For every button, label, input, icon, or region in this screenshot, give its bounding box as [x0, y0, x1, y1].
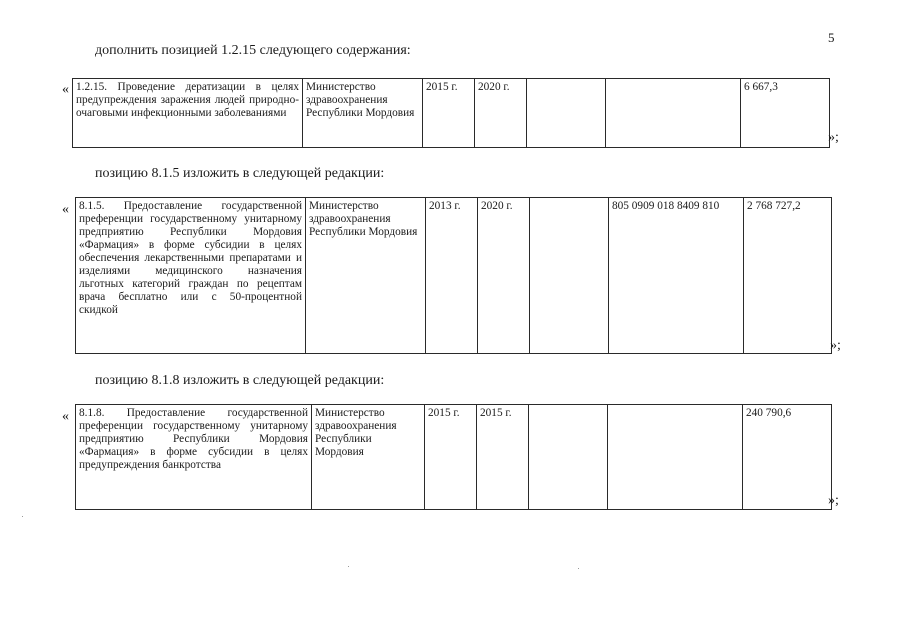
table-row [75, 404, 832, 510]
amount-cell: 6 667,3 [741, 79, 830, 148]
open-quote: « [62, 409, 69, 424]
table-row [72, 78, 830, 148]
year-end-cell: 2015 г. [477, 405, 529, 510]
scan-speck [22, 516, 23, 517]
kbk-cell [608, 405, 743, 510]
close-quote: »; [830, 338, 841, 353]
ministry-cell: Министерство здравоохранения Республики Мордовия [306, 198, 426, 354]
position-description: 8.1.5. Предоставление государственной преференции государственному унитарному предприятию Республики Мордовия «Фармация» в форме субсидии в целях обеспечения лекарственными препаратами и изделиями медицинского назначения льготных категорий граждан по рецептам врача бесплатно или с 50-процентной скидкой [76, 198, 306, 354]
open-quote: « [62, 202, 69, 217]
section-intro: позицию 8.1.8 изложить в следующей редакции: [95, 373, 385, 388]
empty-cell [529, 405, 608, 510]
page-number: 5 [828, 30, 835, 45]
year-start-cell: 2013 г. [426, 198, 478, 354]
close-quote: »; [828, 493, 839, 508]
section-intro: позицию 8.1.5 изложить в следующей редакции: [95, 166, 385, 181]
position-description: 8.1.8. Предоставление государственной преференции государственному унитарному предприятию Республики Мордовия «Фармация» в форме субсидии в целях предупреждения банкротства [76, 405, 312, 510]
amount-cell: 240 790,6 [743, 405, 832, 510]
amount-cell: 2 768 727,2 [744, 198, 832, 354]
open-quote: « [62, 82, 69, 97]
year-end-cell: 2020 г. [475, 79, 527, 148]
scan-speck [348, 566, 349, 567]
position-description: 1.2.15. Проведение дератизации в целях предупреждения заражения людей природно-очаговыми инфекционными заболеваниями [73, 79, 303, 148]
ministry-cell: Министерство здравоохранения Республики Мордовия [312, 405, 425, 510]
empty-cell [530, 198, 609, 354]
empty-cell [527, 79, 606, 148]
year-start-cell: 2015 г. [425, 405, 477, 510]
section-intro: дополнить позицией 1.2.15 следующего содержания: [95, 43, 411, 58]
year-end-cell: 2020 г. [478, 198, 530, 354]
year-start-cell: 2015 г. [423, 79, 475, 148]
kbk-cell [606, 79, 741, 148]
close-quote: »; [828, 130, 839, 145]
kbk-cell: 805 0909 018 8409 810 [609, 198, 744, 354]
table-row [75, 197, 832, 354]
scan-speck [578, 568, 579, 569]
ministry-cell: Министерство здравоохранения Республики Мордовия [303, 79, 423, 148]
